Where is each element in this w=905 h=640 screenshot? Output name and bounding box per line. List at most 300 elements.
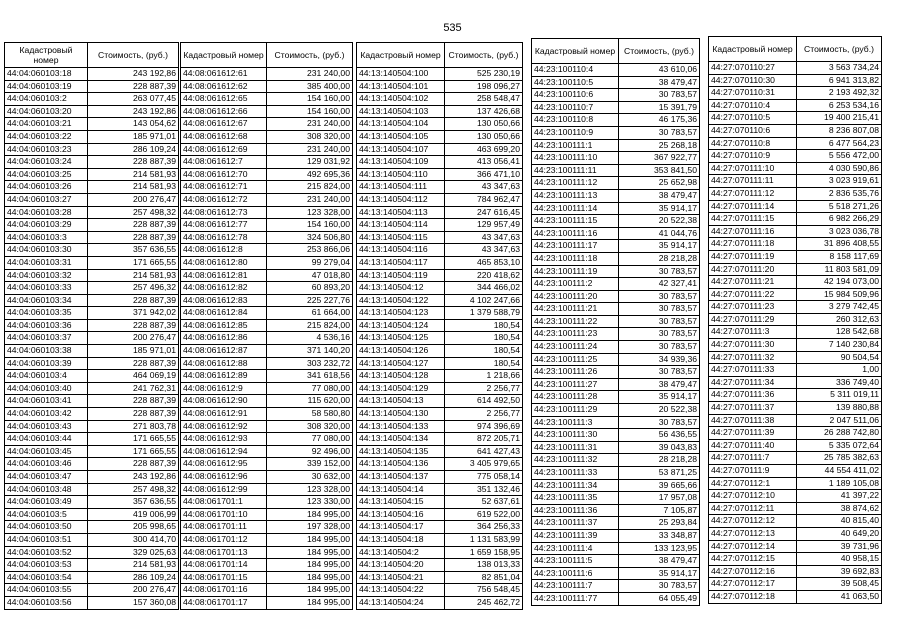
cost-cell: 341 618,56 bbox=[267, 370, 353, 383]
table-row bbox=[709, 427, 882, 440]
table-row bbox=[357, 420, 523, 433]
cadastral-number-cell: 44:08:061612:8 bbox=[181, 244, 267, 257]
table-row bbox=[532, 441, 700, 454]
table-row bbox=[357, 269, 523, 282]
cadastral-number-cell: 44:27:070111:33 bbox=[709, 364, 797, 377]
table-row bbox=[5, 546, 179, 559]
table-row bbox=[5, 521, 179, 534]
table-row bbox=[181, 596, 353, 609]
cost-cell: 3 023 919,61 bbox=[797, 175, 882, 188]
cost-cell: 38 479,47 bbox=[619, 378, 700, 391]
cadastral-number-cell: 44:27:070112:11 bbox=[709, 502, 797, 515]
table-row bbox=[5, 471, 179, 484]
table-row bbox=[181, 80, 353, 93]
cost-cell: 184 995,00 bbox=[267, 584, 353, 597]
table-row bbox=[5, 307, 179, 320]
cost-cell: 3 023 036,78 bbox=[797, 225, 882, 238]
table-row bbox=[709, 124, 882, 137]
cadastral-number-cell: 44:04:060103:35 bbox=[5, 307, 88, 320]
table-row bbox=[532, 215, 700, 228]
cost-cell: 6 982 266,29 bbox=[797, 213, 882, 226]
cost-cell: 243 192,86 bbox=[88, 105, 179, 118]
cost-cell: 154 160,00 bbox=[267, 219, 353, 232]
cost-cell: 3 405 979,65 bbox=[445, 458, 523, 471]
cadastral-number-cell: 44:04:060103:2 bbox=[5, 93, 88, 106]
table-row bbox=[5, 219, 179, 232]
cost-cell: 129 957,49 bbox=[445, 219, 523, 232]
cadastral-number-cell: 44:04:060103:39 bbox=[5, 357, 88, 370]
cadastral-number-cell: 44:23:100111:10 bbox=[532, 152, 619, 165]
table-row bbox=[709, 62, 882, 75]
cadastral-table-2 bbox=[180, 42, 353, 610]
table-row bbox=[5, 93, 179, 106]
cadastral-number-cell: 44:27:070110:5 bbox=[709, 112, 797, 125]
table-row bbox=[5, 445, 179, 458]
cost-cell: 308 320,00 bbox=[267, 420, 353, 433]
cadastral-number-cell: 44:04:060103:28 bbox=[5, 206, 88, 219]
cost-cell: 5 311 019,11 bbox=[797, 389, 882, 402]
cost-cell: 336 749,40 bbox=[797, 376, 882, 389]
cadastral-number-cell: 44:27:070110:8 bbox=[709, 137, 797, 150]
cadastral-number-cell: 44:23:100110:6 bbox=[532, 89, 619, 102]
cost-cell: 43 347,63 bbox=[445, 231, 523, 244]
table-row bbox=[532, 529, 700, 542]
table-row bbox=[532, 126, 700, 139]
table-row bbox=[181, 294, 353, 307]
cadastral-number-cell: 44:08:061612:82 bbox=[181, 282, 267, 295]
cost-cell: 614 492,50 bbox=[445, 395, 523, 408]
cadastral-number-cell: 44:13:140504:110 bbox=[357, 168, 445, 181]
cost-cell: 214 581,93 bbox=[88, 269, 179, 282]
cadastral-number-cell: 44:08:061612:72 bbox=[181, 193, 267, 206]
cadastral-number-cell: 44:27:070110:9 bbox=[709, 150, 797, 163]
cost-cell: 286 109,24 bbox=[88, 571, 179, 584]
cadastral-number-cell: 44:23:100111:14 bbox=[532, 202, 619, 215]
cadastral-number-cell: 44:08:061612:91 bbox=[181, 408, 267, 421]
cost-cell: 247 616,45 bbox=[445, 206, 523, 219]
cadastral-number-cell: 44:04:060103:43 bbox=[5, 420, 88, 433]
cadastral-number-cell: 44:13:140504:114 bbox=[357, 219, 445, 232]
table-row bbox=[709, 389, 882, 402]
cost-cell: 41 044,76 bbox=[619, 227, 700, 240]
cost-cell: 41 397,22 bbox=[797, 490, 882, 503]
table-row bbox=[709, 490, 882, 503]
cost-cell: 35 914,17 bbox=[619, 391, 700, 404]
cost-cell: 300 414,70 bbox=[88, 533, 179, 546]
cost-cell: 15 391,79 bbox=[619, 101, 700, 114]
cost-cell: 137 426,68 bbox=[445, 105, 523, 118]
table-row bbox=[5, 294, 179, 307]
table-row bbox=[709, 414, 882, 427]
table-row bbox=[357, 357, 523, 370]
table-row bbox=[181, 420, 353, 433]
cadastral-number-cell: 44:08:061612:69 bbox=[181, 143, 267, 156]
table-row bbox=[5, 420, 179, 433]
cost-cell: 263 077,45 bbox=[88, 93, 179, 106]
cost-cell: 30 783,57 bbox=[619, 315, 700, 328]
cost-cell: 308 320,00 bbox=[267, 130, 353, 143]
cadastral-number-cell: 44:27:070111:22 bbox=[709, 288, 797, 301]
cost-cell: 784 962,47 bbox=[445, 193, 523, 206]
cadastral-number-cell: 44:04:060103:19 bbox=[5, 80, 88, 93]
table-row bbox=[709, 502, 882, 515]
table-row bbox=[532, 366, 700, 379]
table-row bbox=[709, 250, 882, 263]
cost-cell: 367 922,77 bbox=[619, 152, 700, 165]
cadastral-number-cell: 44:23:100111:21 bbox=[532, 303, 619, 316]
cost-cell: 39 508,45 bbox=[797, 578, 882, 591]
cadastral-number-cell: 44:08:061612:94 bbox=[181, 445, 267, 458]
table-row bbox=[532, 227, 700, 240]
cost-cell: 38 874,62 bbox=[797, 502, 882, 515]
table-row bbox=[709, 213, 882, 226]
cadastral-number-cell: 44:13:140504:127 bbox=[357, 357, 445, 370]
cost-cell: 364 256,33 bbox=[445, 521, 523, 534]
table-row bbox=[709, 238, 882, 251]
cadastral-number-cell: 44:08:061701:15 bbox=[181, 571, 267, 584]
cadastral-number-cell: 44:23:100111:31 bbox=[532, 441, 619, 454]
header-cadastral-number: Кадастровый номер bbox=[532, 39, 619, 64]
cost-cell: 185 971,01 bbox=[88, 345, 179, 358]
table-row bbox=[532, 265, 700, 278]
cost-cell: 1 218,66 bbox=[445, 370, 523, 383]
cadastral-number-cell: 44:04:060103:21 bbox=[5, 118, 88, 131]
table-row bbox=[181, 130, 353, 143]
table-row bbox=[532, 139, 700, 152]
cost-cell: 329 025,63 bbox=[88, 546, 179, 559]
cadastral-number-cell: 44:08:061701:1 bbox=[181, 496, 267, 509]
cost-cell: 220 418,62 bbox=[445, 269, 523, 282]
table-row bbox=[357, 370, 523, 383]
table-row bbox=[181, 571, 353, 584]
cadastral-number-cell: 44:27:070112:16 bbox=[709, 565, 797, 578]
cadastral-number-cell: 44:23:100111:27 bbox=[532, 378, 619, 391]
table-row bbox=[5, 458, 179, 471]
table-row bbox=[181, 193, 353, 206]
cadastral-number-cell: 44:23:100111:11 bbox=[532, 164, 619, 177]
table-row bbox=[532, 240, 700, 253]
cadastral-number-cell: 44:27:070111:29 bbox=[709, 313, 797, 326]
cost-cell: 138 013,33 bbox=[445, 559, 523, 572]
cost-cell: 286 109,24 bbox=[88, 143, 179, 156]
cadastral-number-cell: 44:13:140504:113 bbox=[357, 206, 445, 219]
cadastral-number-cell: 44:23:100111:22 bbox=[532, 315, 619, 328]
table-row bbox=[709, 74, 882, 87]
cost-cell: 413 056,41 bbox=[445, 156, 523, 169]
cost-cell: 339 152,00 bbox=[267, 458, 353, 471]
cost-cell: 463 699,20 bbox=[445, 143, 523, 156]
cost-cell: 64 055,49 bbox=[619, 592, 700, 605]
header-cadastral-number: Кадастровый номер bbox=[5, 43, 88, 68]
table-row bbox=[181, 319, 353, 332]
cost-cell: 35 914,17 bbox=[619, 202, 700, 215]
cadastral-number-cell: 44:27:070111:10 bbox=[709, 162, 797, 175]
cost-cell: 1 189 105,08 bbox=[797, 477, 882, 490]
cadastral-number-cell: 44:08:061701:14 bbox=[181, 559, 267, 572]
table-row bbox=[709, 540, 882, 553]
cost-cell: 214 581,93 bbox=[88, 181, 179, 194]
cadastral-number-cell: 44:04:060103:54 bbox=[5, 571, 88, 584]
cost-cell: 40 815,40 bbox=[797, 515, 882, 528]
header-row bbox=[532, 39, 700, 64]
cost-cell: 77 080,00 bbox=[267, 433, 353, 446]
table-row bbox=[5, 496, 179, 509]
cost-cell: 157 360,08 bbox=[88, 596, 179, 609]
table-row bbox=[709, 376, 882, 389]
table-row bbox=[357, 395, 523, 408]
table-row bbox=[5, 332, 179, 345]
table-row bbox=[181, 483, 353, 496]
cadastral-number-cell: 44:08:061612:96 bbox=[181, 471, 267, 484]
cadastral-number-cell: 44:23:100111:33 bbox=[532, 467, 619, 480]
cadastral-number-cell: 44:08:061612:87 bbox=[181, 345, 267, 358]
cadastral-number-cell: 44:04:060103:5 bbox=[5, 508, 88, 521]
cadastral-number-cell: 44:23:100111:5 bbox=[532, 555, 619, 568]
cost-cell: 30 783,57 bbox=[619, 366, 700, 379]
cadastral-number-cell: 44:04:060103:20 bbox=[5, 105, 88, 118]
cost-cell: 123 328,00 bbox=[267, 206, 353, 219]
cadastral-number-cell: 44:23:100111:23 bbox=[532, 328, 619, 341]
table-row bbox=[357, 256, 523, 269]
cost-cell: 41 063,50 bbox=[797, 590, 882, 603]
cadastral-number-cell: 44:27:070111:3 bbox=[709, 326, 797, 339]
cadastral-number-cell: 44:13:140504:20 bbox=[357, 559, 445, 572]
cadastral-number-cell: 44:23:100111:19 bbox=[532, 265, 619, 278]
cost-cell: 245 462,72 bbox=[445, 596, 523, 609]
table-row bbox=[357, 533, 523, 546]
cadastral-number-cell: 44:04:060103:51 bbox=[5, 533, 88, 546]
cadastral-number-cell: 44:13:140504:18 bbox=[357, 533, 445, 546]
table-row bbox=[532, 353, 700, 366]
cadastral-number-cell: 44:13:140504:126 bbox=[357, 345, 445, 358]
cadastral-number-cell: 44:13:140504:21 bbox=[357, 571, 445, 584]
cost-cell: 25 652,98 bbox=[619, 177, 700, 190]
table-row bbox=[181, 143, 353, 156]
cadastral-number-cell: 44:08:061612:78 bbox=[181, 231, 267, 244]
cadastral-number-cell: 44:13:140504:116 bbox=[357, 244, 445, 257]
cost-cell: 31 896 408,55 bbox=[797, 238, 882, 251]
cadastral-number-cell: 44:27:070111:23 bbox=[709, 301, 797, 314]
cost-cell: 154 160,00 bbox=[267, 105, 353, 118]
table-row bbox=[5, 80, 179, 93]
cadastral-number-cell: 44:04:060103:46 bbox=[5, 458, 88, 471]
cost-cell: 20 522,38 bbox=[619, 404, 700, 417]
table-row bbox=[357, 382, 523, 395]
table-row bbox=[181, 370, 353, 383]
cost-cell: 185 971,01 bbox=[88, 130, 179, 143]
cost-cell: 30 783,57 bbox=[619, 265, 700, 278]
cost-cell: 2 256,77 bbox=[445, 382, 523, 395]
cadastral-number-cell: 44:13:140504:123 bbox=[357, 307, 445, 320]
cost-cell: 324 506,80 bbox=[267, 231, 353, 244]
cost-cell: 231 240,00 bbox=[267, 143, 353, 156]
cadastral-number-cell: 44:27:070111:21 bbox=[709, 276, 797, 289]
cadastral-number-cell: 44:23:100111:77 bbox=[532, 592, 619, 605]
table-row bbox=[181, 433, 353, 446]
table-row bbox=[357, 496, 523, 509]
table-row bbox=[532, 89, 700, 102]
table-row bbox=[5, 319, 179, 332]
table-row bbox=[709, 326, 882, 339]
cadastral-number-cell: 44:04:060103:23 bbox=[5, 143, 88, 156]
cost-cell: 38 479,47 bbox=[619, 555, 700, 568]
table-row bbox=[709, 515, 882, 528]
cadastral-number-cell: 44:08:061612:67 bbox=[181, 118, 267, 131]
table-row bbox=[709, 590, 882, 603]
cost-cell: 385 400,00 bbox=[267, 80, 353, 93]
table-row bbox=[709, 200, 882, 213]
cadastral-number-cell: 44:04:060103:48 bbox=[5, 483, 88, 496]
page-number: 535 bbox=[443, 22, 462, 34]
cost-cell: 197 328,00 bbox=[267, 521, 353, 534]
cost-cell: 38 479,47 bbox=[619, 189, 700, 202]
table-row bbox=[357, 521, 523, 534]
cadastral-number-cell: 44:27:070111:18 bbox=[709, 238, 797, 251]
cadastral-number-cell: 44:08:061612:7 bbox=[181, 156, 267, 169]
cost-cell: 99 279,04 bbox=[267, 256, 353, 269]
cadastral-number-cell: 44:23:100110:7 bbox=[532, 101, 619, 114]
cost-cell: 77 080,00 bbox=[267, 382, 353, 395]
table-row bbox=[5, 370, 179, 383]
cost-cell: 6 941 313,82 bbox=[797, 74, 882, 87]
cost-cell: 30 783,57 bbox=[619, 89, 700, 102]
table-row bbox=[181, 307, 353, 320]
cadastral-number-cell: 44:13:140504:112 bbox=[357, 193, 445, 206]
cadastral-number-cell: 44:13:140504:128 bbox=[357, 370, 445, 383]
cost-cell: 5 556 472,00 bbox=[797, 150, 882, 163]
cadastral-number-cell: 44:13:140504:104 bbox=[357, 118, 445, 131]
cost-cell: 180,54 bbox=[445, 357, 523, 370]
cost-cell: 243 192,86 bbox=[88, 471, 179, 484]
cost-cell: 184 995,00 bbox=[267, 596, 353, 609]
cadastral-number-cell: 44:13:140504:13 bbox=[357, 395, 445, 408]
header-cadastral-number: Кадастровый номер bbox=[709, 37, 797, 62]
cadastral-number-cell: 44:08:061612:65 bbox=[181, 93, 267, 106]
cost-cell: 214 581,93 bbox=[88, 559, 179, 572]
table-row bbox=[357, 596, 523, 609]
table-row bbox=[357, 143, 523, 156]
table-row bbox=[5, 130, 179, 143]
cadastral-number-cell: 44:23:100111:1 bbox=[532, 139, 619, 152]
table-row bbox=[532, 429, 700, 442]
table-row bbox=[357, 584, 523, 597]
table-row bbox=[532, 592, 700, 605]
cadastral-number-cell: 44:13:140504:105 bbox=[357, 130, 445, 143]
cost-cell: 198 096,27 bbox=[445, 80, 523, 93]
table-row bbox=[5, 244, 179, 257]
table-row bbox=[181, 244, 353, 257]
cost-cell: 756 548,45 bbox=[445, 584, 523, 597]
cadastral-number-cell: 44:23:100111:2 bbox=[532, 278, 619, 291]
cadastral-number-cell: 44:08:061612:89 bbox=[181, 370, 267, 383]
cost-cell: 231 240,00 bbox=[267, 193, 353, 206]
table-row bbox=[532, 479, 700, 492]
table-row bbox=[532, 290, 700, 303]
table-row bbox=[5, 282, 179, 295]
cadastral-number-cell: 44:27:070111:32 bbox=[709, 351, 797, 364]
table-row bbox=[709, 175, 882, 188]
cost-cell: 257 498,32 bbox=[88, 206, 179, 219]
cost-cell: 7 140 230,84 bbox=[797, 339, 882, 352]
table-row bbox=[709, 263, 882, 276]
cadastral-number-cell: 44:13:140504:109 bbox=[357, 156, 445, 169]
cadastral-number-cell: 44:08:061612:77 bbox=[181, 219, 267, 232]
cost-cell: 228 887,39 bbox=[88, 156, 179, 169]
cost-cell: 171 665,55 bbox=[88, 256, 179, 269]
cost-cell: 40 649,20 bbox=[797, 527, 882, 540]
table-row bbox=[709, 351, 882, 364]
cadastral-number-cell: 44:08:061612:62 bbox=[181, 80, 267, 93]
cost-cell: 28 218,28 bbox=[619, 454, 700, 467]
cost-cell: 90 504,54 bbox=[797, 351, 882, 364]
cost-cell: 143 054,62 bbox=[88, 118, 179, 131]
cost-cell: 214 581,93 bbox=[88, 168, 179, 181]
table-row bbox=[709, 339, 882, 352]
cost-cell: 225 227,76 bbox=[267, 294, 353, 307]
cost-cell: 4 102 247,66 bbox=[445, 294, 523, 307]
table-row bbox=[709, 439, 882, 452]
cadastral-table-1 bbox=[4, 42, 179, 610]
cost-cell: 184 995,00 bbox=[267, 559, 353, 572]
cadastral-number-cell: 44:23:100111:29 bbox=[532, 404, 619, 417]
table-row bbox=[181, 458, 353, 471]
cadastral-number-cell: 44:27:070111:20 bbox=[709, 263, 797, 276]
cadastral-number-cell: 44:23:100111:16 bbox=[532, 227, 619, 240]
cadastral-number-cell: 44:27:070111:19 bbox=[709, 250, 797, 263]
cadastral-number-cell: 44:13:140504:14 bbox=[357, 483, 445, 496]
table-row bbox=[357, 244, 523, 257]
table-row bbox=[181, 231, 353, 244]
cost-cell: 271 803,78 bbox=[88, 420, 179, 433]
table-row bbox=[709, 565, 882, 578]
cadastral-number-cell: 44:13:140504:122 bbox=[357, 294, 445, 307]
cadastral-number-cell: 44:04:060103:38 bbox=[5, 345, 88, 358]
cadastral-number-cell: 44:08:061612:90 bbox=[181, 395, 267, 408]
table-row bbox=[357, 219, 523, 232]
cost-cell: 775 058,14 bbox=[445, 471, 523, 484]
table-row bbox=[709, 225, 882, 238]
table-row bbox=[532, 252, 700, 265]
table-row bbox=[357, 130, 523, 143]
table-row bbox=[709, 112, 882, 125]
cost-cell: 6 477 564,23 bbox=[797, 137, 882, 150]
cadastral-number-cell: 44:04:060103:40 bbox=[5, 382, 88, 395]
cadastral-number-cell: 44:27:070112:12 bbox=[709, 515, 797, 528]
table-row bbox=[181, 584, 353, 597]
table-row bbox=[181, 282, 353, 295]
table-row bbox=[357, 332, 523, 345]
cadastral-number-cell: 44:04:060103:50 bbox=[5, 521, 88, 534]
cadastral-number-cell: 44:04:060103:22 bbox=[5, 130, 88, 143]
cadastral-number-cell: 44:08:061612:85 bbox=[181, 319, 267, 332]
cost-cell: 641 427,43 bbox=[445, 445, 523, 458]
cadastral-number-cell: 44:08:061612:61 bbox=[181, 68, 267, 81]
cadastral-number-cell: 44:27:070111:38 bbox=[709, 414, 797, 427]
cost-cell: 371 942,02 bbox=[88, 307, 179, 320]
table-row bbox=[532, 202, 700, 215]
cadastral-number-cell: 44:04:060103:37 bbox=[5, 332, 88, 345]
cadastral-number-cell: 44:23:100111:4 bbox=[532, 542, 619, 555]
table-row bbox=[709, 87, 882, 100]
cadastral-number-cell: 44:27:070112:13 bbox=[709, 527, 797, 540]
cost-cell: 15 984 509,96 bbox=[797, 288, 882, 301]
cost-cell: 4 030 590,86 bbox=[797, 162, 882, 175]
table-row bbox=[709, 288, 882, 301]
table-row bbox=[181, 93, 353, 106]
cadastral-number-cell: 44:23:100111:12 bbox=[532, 177, 619, 190]
cadastral-number-cell: 44:13:140504:124 bbox=[357, 319, 445, 332]
cost-cell: 2 193 492,32 bbox=[797, 87, 882, 100]
